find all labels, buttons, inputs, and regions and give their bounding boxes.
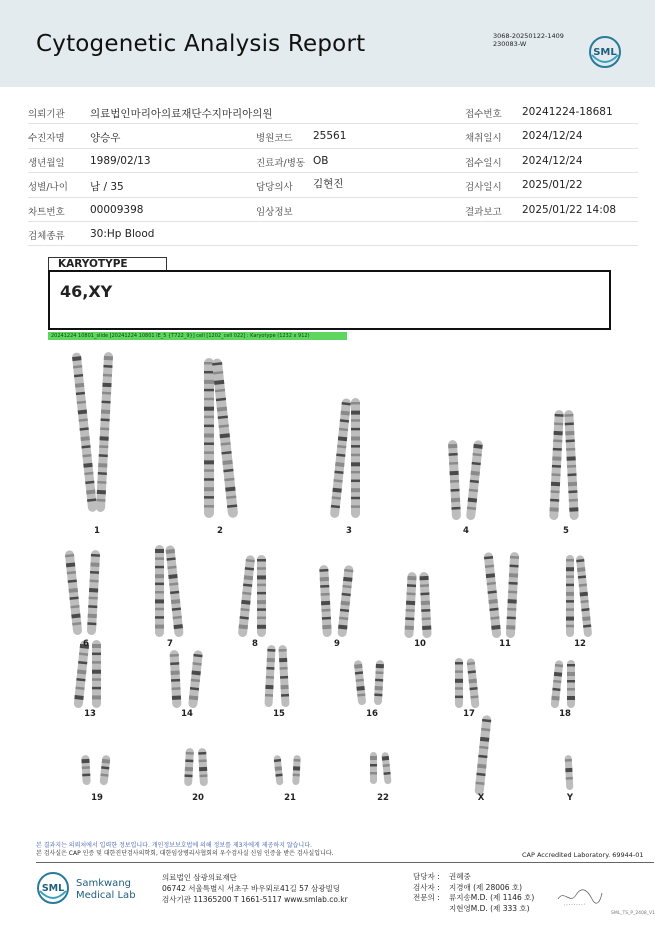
field-value: 2024/12/24	[522, 154, 583, 167]
field-label: 채취일시	[465, 133, 502, 145]
chromosome-7	[155, 545, 164, 637]
field-value: 2025/01/22 14:08	[522, 203, 617, 216]
chromosome-label: 4	[463, 526, 469, 536]
chromosome-label: 19	[91, 793, 103, 803]
chromosome-15	[278, 645, 289, 707]
chromosome-label: 6	[83, 639, 89, 649]
info-row	[28, 149, 638, 173]
karyotype-image-caption: 20241224 10801_slide [20241224 10801 IE_5 {T722_9}] cell [1202_cell 022] : Karyotype (1232 x 912)	[48, 332, 347, 340]
chromosome-label: 18	[559, 709, 571, 719]
chromosome-label: 5	[563, 526, 569, 536]
field-value: 의료법인마리아의료재단수지마리아의원	[90, 108, 273, 120]
chromosome-19	[81, 755, 91, 785]
karyogram-chromosomes	[0, 340, 655, 810]
footer-divider	[36, 862, 654, 863]
field-value: 2025/01/22	[522, 179, 583, 192]
chromosome-4	[448, 440, 461, 520]
chromosome-12	[576, 555, 593, 637]
chromosome-8	[238, 555, 256, 637]
chromosome-3	[351, 398, 360, 518]
report-header	[0, 0, 655, 87]
field-value: 2024/12/24	[522, 130, 583, 143]
chromosome-16	[374, 660, 384, 705]
sml-logo-icon	[588, 35, 622, 69]
karyotype-label: KARYOTYPE	[48, 257, 167, 270]
staff-entry	[413, 872, 534, 883]
staff-entry	[413, 904, 534, 915]
chromosome-22	[370, 752, 377, 784]
chromosome-11	[506, 552, 519, 638]
chromosome-8	[257, 555, 266, 637]
accreditation-note: 본 검사실은 CAP 인증 및 대한진단검사의학회, 대한임상병리사협회의 우수검사실 신임 인증을 받은 검사실입니다.	[36, 850, 334, 857]
chromosome-19	[99, 755, 110, 786]
staff-list	[413, 872, 534, 914]
field-value: 김현진	[313, 178, 344, 191]
chromosome-14	[169, 650, 181, 708]
chromosome-6	[65, 550, 83, 635]
cap-accreditation: CAP Accredited Laboratory. 69944-01	[522, 851, 644, 859]
chromosome-7	[165, 545, 184, 637]
chromosome-13	[92, 640, 101, 708]
svg-text:SML: SML	[593, 47, 617, 58]
chromosome-label: 10	[414, 639, 426, 649]
chromosome-label: 9	[334, 639, 340, 649]
chromosome-15	[264, 645, 275, 707]
field-label: 접수일시	[465, 157, 502, 169]
chromosome-1	[72, 352, 98, 512]
chromosome-14	[188, 650, 203, 709]
field-label: 검사일시	[465, 182, 502, 194]
chromosome-17	[466, 658, 479, 709]
field-label: 임상정보	[256, 206, 293, 218]
info-row	[28, 222, 638, 246]
chromosome-21	[273, 755, 283, 786]
chromosome-label: 11	[499, 639, 511, 649]
staff-entry	[413, 883, 534, 894]
field-label: 의뢰기관	[28, 109, 65, 120]
field-value: 양승우	[90, 132, 121, 145]
info-row	[28, 173, 638, 197]
signature	[556, 885, 604, 909]
chromosome-1	[96, 352, 113, 512]
chromosome-label: 12	[574, 639, 586, 649]
chromosome-label: 1	[94, 526, 100, 536]
chromosome-label: 8	[252, 639, 258, 649]
samkwang-logo	[36, 870, 151, 906]
field-value: 20241224-18681	[522, 106, 613, 118]
chromosome-5	[564, 410, 579, 520]
chromosome-label: 3	[346, 526, 352, 536]
karyotype-result: 46,XY	[60, 282, 113, 301]
chromosome-3	[330, 398, 351, 518]
staff-role: 담당자 :	[413, 872, 440, 881]
chromosome-label: 15	[273, 709, 285, 719]
chromosome-6	[87, 550, 100, 635]
footer-notes	[36, 842, 334, 858]
chromosome-label: 17	[463, 709, 475, 719]
chromosome-label: 7	[167, 639, 173, 649]
staff-role: 전문의 :	[413, 893, 440, 902]
chromosome-20	[184, 748, 194, 786]
field-label: 차트번호	[28, 206, 65, 218]
chromosome-17	[455, 658, 463, 708]
svg-text:Medical Lab: Medical Lab	[76, 890, 136, 901]
chromosome-label: 21	[284, 793, 296, 803]
chromosome-label: 22	[377, 793, 389, 803]
chromosome-label: 16	[366, 709, 378, 719]
chromosome-22	[381, 752, 391, 785]
form-code: SML_TS_P_2408_V1	[611, 911, 655, 916]
field-label: 수진자명	[28, 133, 65, 145]
staff-entry	[413, 893, 534, 904]
chromosome-2	[212, 358, 239, 518]
chromosome-21	[292, 755, 301, 785]
privacy-note: 본 결과지는 의뢰처에서 입력한 정보입니다. 개인정보보호법에 의해 정보를 제3자에게 제공하지 않습니다.	[36, 842, 312, 849]
chromosome-X	[474, 715, 491, 796]
field-value: 30:Hp Blood	[90, 227, 155, 240]
chromosome-label: 13	[84, 709, 96, 719]
field-label: 병원코드	[256, 133, 293, 145]
field-label: 진료과/병동	[256, 157, 306, 169]
chromosome-18	[551, 660, 564, 709]
chromosome-12	[566, 555, 574, 637]
chromosome-16	[354, 660, 367, 706]
karyotype-result-box	[48, 270, 611, 330]
field-label: 검체종류	[28, 230, 65, 242]
document-id: 3068-20250122-1409 230083-W	[493, 32, 564, 48]
organization-info: 의료법인 삼광의료재단 06742 서울특별시 서초구 바우뫼로41길 57 삼광빌딩 검사기관 11365200 T 1661-5117 www.smlab.co.kr	[162, 873, 348, 904]
staff-name: 지현영M.D. (제 333 호)	[449, 903, 530, 913]
patient-info-table	[28, 100, 638, 246]
svg-text:Samkwang: Samkwang	[76, 878, 131, 889]
report-title: Cytogenetic Analysis Report	[36, 31, 366, 57]
field-label: 결과보고	[465, 206, 502, 218]
chromosome-Y	[565, 755, 574, 790]
chromosome-18	[567, 660, 575, 708]
chromosome-20	[198, 748, 208, 786]
field-value: 1989/02/13	[90, 154, 151, 167]
chromosome-5	[549, 410, 564, 520]
field-label: 생년월일	[28, 157, 65, 169]
info-row	[28, 100, 638, 124]
chromosome-label: 14	[181, 709, 193, 719]
field-value: 25561	[313, 130, 347, 143]
staff-name: 지경애 (제 28006 호)	[449, 882, 523, 892]
info-row	[28, 198, 638, 222]
staff-name: 류지송M.D. (제 1146 호)	[449, 893, 535, 902]
chromosome-10	[404, 572, 416, 638]
karyogram-image	[0, 340, 655, 810]
chromosome-10	[419, 572, 431, 638]
field-value: OB	[313, 154, 329, 167]
svg-text:SML: SML	[41, 883, 65, 894]
chromosome-11	[484, 552, 502, 638]
field-value: 00009398	[90, 203, 144, 216]
field-label: 성별/나이	[28, 182, 68, 194]
chromosome-9	[337, 565, 353, 638]
chromosome-label: 2	[217, 526, 223, 536]
field-label: 담당의사	[256, 182, 293, 194]
chromosome-9	[319, 565, 332, 637]
field-value: 남 / 35	[90, 181, 124, 194]
staff-role: 검사자 :	[413, 882, 440, 892]
staff-name: 권혜중	[449, 872, 471, 881]
chromosome-2	[204, 358, 214, 518]
chromosome-label: 20	[192, 793, 204, 803]
chromosome-4	[466, 440, 483, 521]
chromosome-13	[73, 640, 89, 709]
info-row	[28, 124, 638, 148]
chromosome-label: Y	[566, 793, 574, 803]
field-label: 접수번호	[465, 109, 502, 120]
chromosome-label: X	[477, 793, 485, 803]
